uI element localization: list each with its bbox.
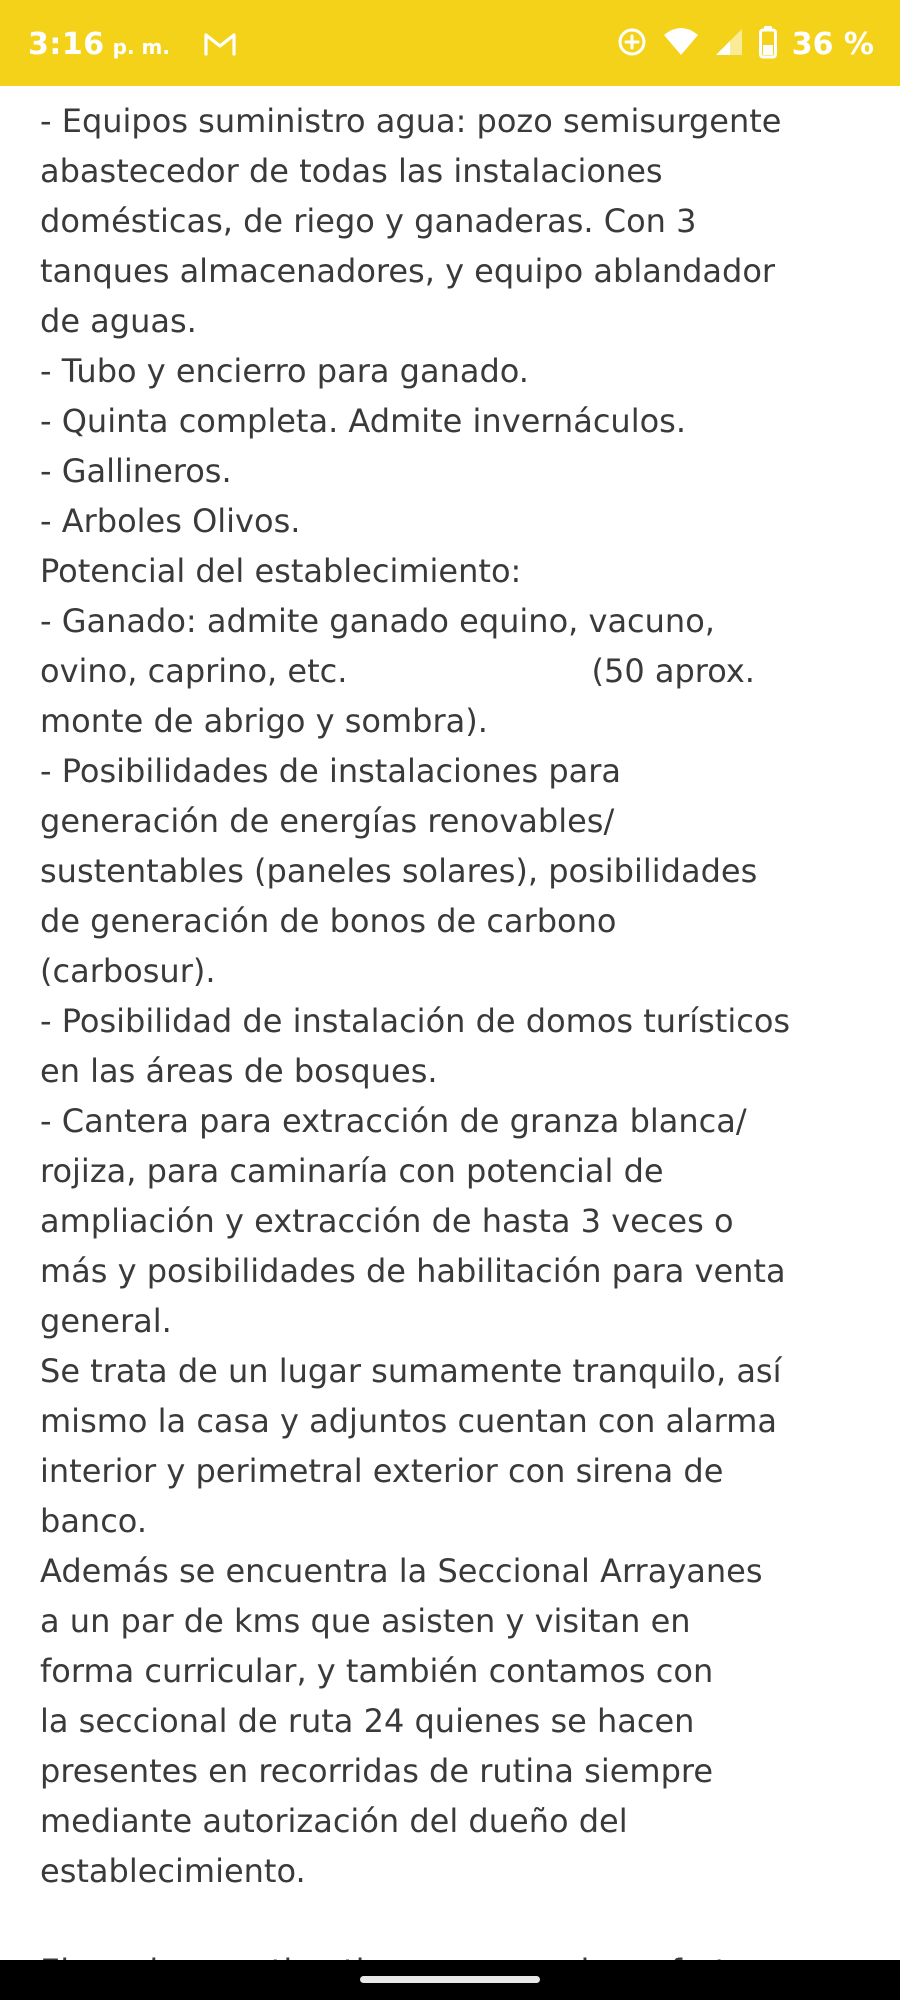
- article-line: en las áreas de bosques.: [40, 1052, 438, 1090]
- home-gesture-handle[interactable]: [360, 1976, 540, 1983]
- article-line: - Arboles Olivos.: [40, 502, 301, 540]
- article-line: forma curricular, y también contamos con: [40, 1652, 714, 1690]
- article-line: Además se encuentra la Seccional Arrayanes: [40, 1552, 763, 1590]
- article-line: de generación de bonos de carbono: [40, 902, 617, 940]
- article-content[interactable]: [0, 86, 900, 1960]
- article-line: a un par de kms que asisten y visitan en: [40, 1602, 691, 1640]
- article-line: - Ganado: admite ganado equino, vacuno,: [40, 602, 715, 640]
- article-line: - Posibilidad de instalación de domos turísticos: [40, 1002, 791, 1040]
- article-text: [40, 96, 890, 1996]
- article-line: tanques almacenadores, y equipo ablandador: [40, 252, 776, 290]
- article-line: Se trata de un lugar sumamente tranquilo, así: [40, 1352, 782, 1390]
- data-saver-icon: [616, 26, 648, 63]
- article-line: abastecedor de todas las instalaciones: [40, 152, 663, 190]
- clock-ampm: p. m.: [112, 35, 170, 59]
- status-bar-left: [28, 22, 240, 66]
- article-line: generación de energías renovables/: [40, 802, 615, 840]
- article-line: de aguas.: [40, 302, 197, 340]
- article-line: - Tubo y encierro para ganado.: [40, 352, 529, 390]
- article-line: [40, 1896, 890, 1946]
- status-bar: [0, 0, 900, 86]
- article-line: (carbosur).: [40, 952, 216, 990]
- article-line: rojiza, para caminaría con potencial de: [40, 1152, 664, 1190]
- gmail-icon: [200, 29, 240, 59]
- article-line: establecimiento.: [40, 1852, 306, 1890]
- article-line: - Quinta completa. Admite invernáculos.: [40, 402, 686, 440]
- article-line: general.: [40, 1302, 172, 1340]
- article-line: la seccional de ruta 24 quienes se hacen: [40, 1702, 695, 1740]
- battery-icon: [758, 25, 778, 64]
- article-line: - Gallineros.: [40, 452, 232, 490]
- clock-time: 3:16: [28, 26, 105, 62]
- article-line: sustentables (paneles solares), posibilidades: [40, 852, 758, 890]
- article-line: ovino, caprino, etc. (50 aprox.: [40, 652, 755, 690]
- status-bar-right: [616, 22, 874, 66]
- article-line: ampliación y extracción de hasta 3 veces o: [40, 1202, 734, 1240]
- article-line: más y posibilidades de habilitación para venta: [40, 1252, 786, 1290]
- article-line: - Cantera para extracción de granza blanca/: [40, 1102, 747, 1140]
- article-line: interior y perimetral exterior con sirena de: [40, 1452, 724, 1490]
- article-line: domésticas, de riego y ganaderas. Con 3: [40, 202, 697, 240]
- article-line: presentes en recorridas de rutina siempre: [40, 1752, 714, 1790]
- article-line: - Posibilidades de instalaciones para: [40, 752, 621, 790]
- article-line: monte de abrigo y sombra).: [40, 702, 488, 740]
- article-line: - Equipos suministro agua: pozo semisurgente: [40, 102, 782, 140]
- article-line: mismo la casa y adjuntos cuentan con alarma: [40, 1402, 777, 1440]
- wifi-icon: [662, 27, 700, 62]
- battery-percentage: 36 %: [791, 26, 874, 62]
- signal-icon: [714, 27, 744, 62]
- article-line: Potencial del establecimiento:: [40, 552, 522, 590]
- article-line: banco.: [40, 1502, 147, 1540]
- article-line: mediante autorización del dueño del: [40, 1802, 628, 1840]
- gesture-nav-bar: [0, 1960, 900, 2000]
